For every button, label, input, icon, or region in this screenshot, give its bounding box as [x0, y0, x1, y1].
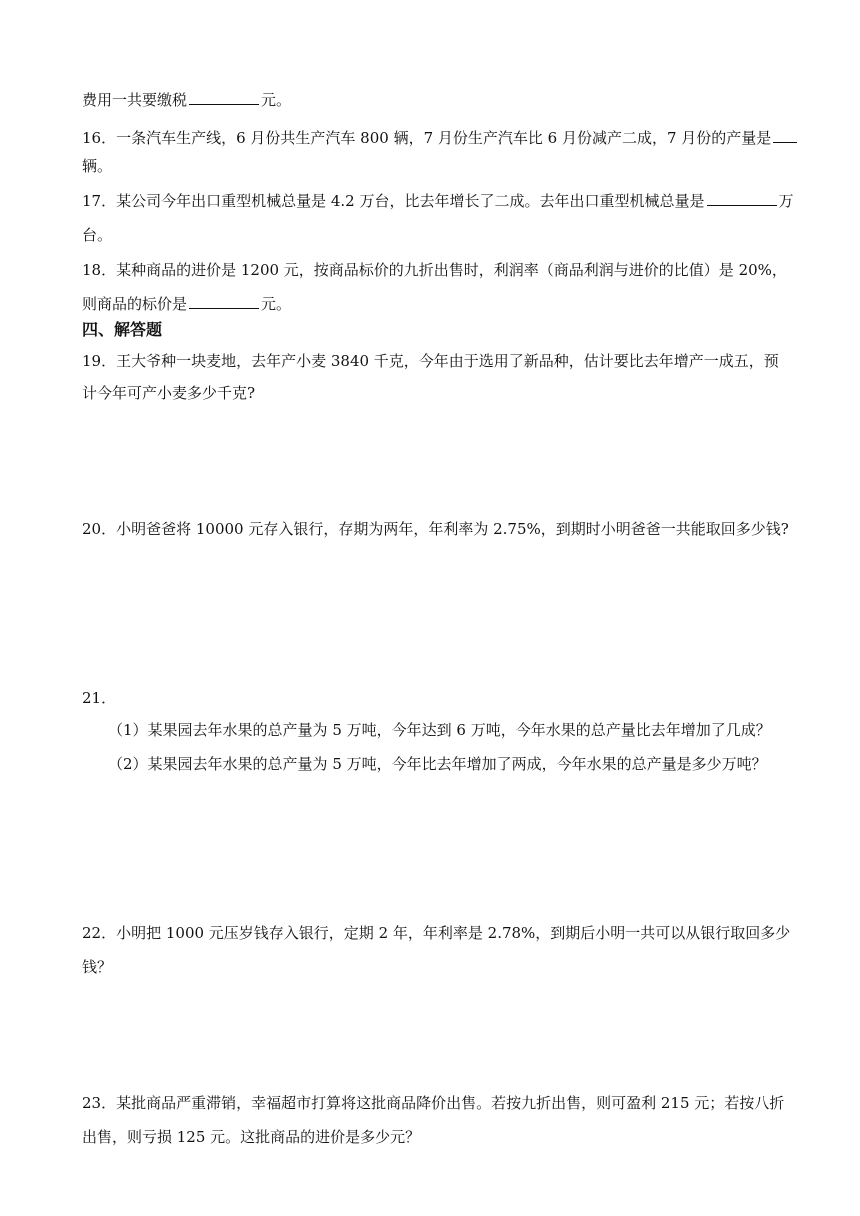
question-18-line-1 [82, 260, 787, 280]
question-text: 某种商品的进价是 1200 元，按商品标价的九折出售时，利润率（商品利润与进价的比值）是 20%， [116, 261, 787, 279]
question-19-line-2 [82, 383, 255, 403]
question-22-line-2 [82, 957, 112, 977]
answer-blank[interactable] [189, 294, 259, 309]
question-16-line-1 [82, 128, 799, 148]
question-text: 元。 [261, 295, 292, 313]
question-20-line-1 [82, 519, 789, 539]
question-21-part-1: （1）某果园去年水果的总产量为 5 万吨，今年达到 6 万吨，今年水果的总产量比去年增加了几成？ [108, 721, 771, 739]
question-number: 16． [82, 129, 117, 147]
answer-blank[interactable] [773, 128, 797, 143]
question-text: 小明把 1000 元压岁钱存入银行，定期 2 年，年利率是 2.78%，到期后小明一共可以从银行取回多少 [116, 924, 791, 942]
question-19-line-1 [82, 351, 779, 371]
question-text: 台。 [82, 226, 113, 244]
question-text: 某公司今年出口重型机械总量是 4.2 万台，比去年增长了二成。去年出口重型机械总量是 [116, 192, 705, 210]
question-text: 一条汽车生产线，6 月份共生产汽车 800 辆，7 月份生产汽车比 6 月份减产二成，7 月份的产量是 [116, 129, 772, 147]
question-text: 辆。 [82, 157, 113, 175]
question-17-line-2 [82, 225, 112, 245]
question-16-line-2 [82, 156, 112, 176]
q15-text-after: 元。 [261, 91, 292, 109]
section-heading: 四、解答题 [82, 320, 163, 339]
question-text: 则商品的标价是 [82, 295, 188, 313]
question-17-line-1 [82, 191, 794, 211]
question-22-line-1 [82, 923, 790, 943]
question-number: 18． [82, 261, 117, 279]
answer-blank[interactable] [189, 90, 259, 105]
question-text: 某批商品严重滞销，幸福超市打算将这批商品降价出售。若按九折出售，则可盈利 215 元；若按八折 [116, 1094, 785, 1112]
question-number: 20． [82, 520, 117, 538]
question-text: 计今年可产小麦多少千克? [82, 384, 256, 402]
question-23-line-2 [82, 1127, 420, 1147]
question-text: 万 [778, 192, 794, 210]
question-number: 17． [82, 192, 117, 210]
question-21-number: 21． [82, 689, 117, 707]
question-text: 出售，则亏损 125 元。这批商品的进价是多少元？ [82, 1128, 421, 1146]
question-number: 19． [82, 352, 117, 370]
question-text: 小明爸爸将 10000 元存入银行，存期为两年，年利率为 2.75%，到期时小明爸爸一共能取回多少钱? [116, 520, 789, 538]
question-21-part-2: （2）某果园去年水果的总产量为 5 万吨，今年比去年增加了两成，今年水果的总产量是多少万吨？ [108, 755, 767, 773]
q15-continuation [82, 90, 291, 110]
question-23-line-1 [82, 1093, 784, 1113]
question-number: 22． [82, 924, 117, 942]
answer-blank[interactable] [707, 191, 777, 206]
question-text: 王大爷种一块麦地，去年产小麦 3840 千克，今年由于选用了新品种，估计要比去年增产一成五，预 [116, 352, 779, 370]
question-number: 23． [82, 1094, 117, 1112]
question-text: 钱？ [82, 958, 113, 976]
question-18-line-2 [82, 294, 291, 314]
q15-text-before: 费用一共要缴税 [82, 91, 188, 109]
